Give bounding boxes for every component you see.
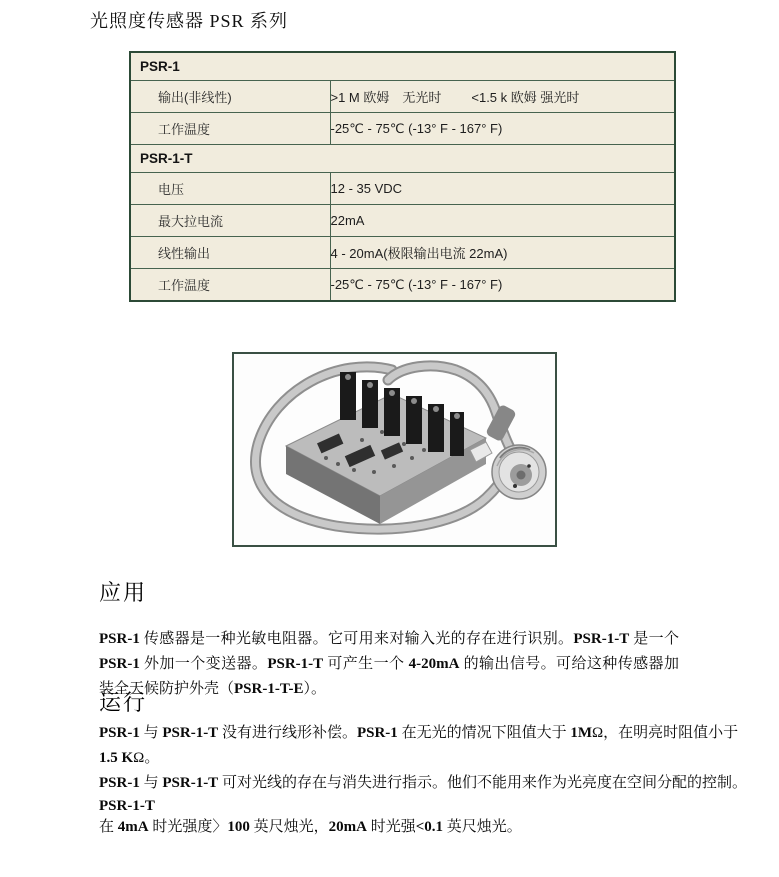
text-run: 外加一个变送器。 xyxy=(139,656,268,672)
text-run: 1.5 K xyxy=(99,750,134,766)
text-run: 英尺烛光， xyxy=(249,819,329,835)
page-title: 光照度传感器 PSR 系列 xyxy=(90,11,289,31)
table-row xyxy=(130,269,675,302)
spec-row-label: 最大拉电流 xyxy=(158,214,224,229)
text-run: PSR-1-T xyxy=(573,631,630,647)
table-row xyxy=(130,237,675,269)
product-photo-illustration xyxy=(234,354,555,545)
text-run: PSR-1-T xyxy=(162,775,219,791)
table-row xyxy=(130,52,675,81)
text-run: 100 xyxy=(227,819,250,835)
text-run: 与 xyxy=(139,725,163,741)
operation-text-block xyxy=(99,721,749,838)
text-run: 1M xyxy=(570,725,592,741)
table-row xyxy=(130,113,675,145)
text-run: 时光强度〉 xyxy=(148,819,228,835)
table-row xyxy=(130,81,675,113)
operation-paragraph xyxy=(99,817,749,838)
operation-paragraph xyxy=(99,721,749,771)
text-run: 可对光线的存在与消失进行指示。他们不能用来作为光亮度在空间分配的控制。 xyxy=(218,775,747,791)
text-run: 英尺烛光。 xyxy=(443,819,522,835)
text-run: PSR-1 xyxy=(99,656,140,672)
application-paragraph xyxy=(99,627,679,702)
spec-row-label: 电压 xyxy=(158,182,185,197)
text-run: PSR-1-T-E xyxy=(234,681,304,697)
spec-group-header: PSR-1 xyxy=(140,59,180,74)
text-run: 与 xyxy=(139,775,163,791)
table-row xyxy=(130,205,675,237)
text-run: Ω。 xyxy=(133,750,160,766)
spec-table xyxy=(129,51,676,302)
text-run: PSR-1 xyxy=(99,631,140,647)
spec-row-label: 线性输出 xyxy=(158,246,211,261)
product-photo xyxy=(232,352,557,547)
operation-paragraph xyxy=(99,796,749,817)
spec-row-value: >1 M 欧姆 无光时 xyxy=(330,90,442,105)
text-run: ）。 xyxy=(303,681,326,697)
text-run: Ω，在明亮时阻值小于 xyxy=(592,725,739,741)
text-run: 时光强 xyxy=(366,819,416,835)
spec-row-value: 12 - 35 VDC xyxy=(330,181,403,196)
spec-row-value: -25℃ - 75℃ (-13° F - 167° F) xyxy=(330,120,503,136)
spec-row-value: -25℃ - 75℃ (-13° F - 167° F) xyxy=(330,276,503,292)
text-run: 在 xyxy=(99,819,118,835)
text-run: 没有进行线形补偿。 xyxy=(218,725,357,741)
text-run: PSR-1-T xyxy=(162,725,219,741)
spec-row-value: 4 - 20mA(极限输出电流 22mA) xyxy=(330,246,508,261)
text-run: <0.1 xyxy=(415,819,444,835)
text-run: PSR-1 xyxy=(356,725,398,741)
section-heading-application: 应用 xyxy=(99,580,148,605)
spec-row-value: 22mA xyxy=(330,213,365,228)
text-run: 的输出信号。可给这种传感器加装全天候防护外壳（ xyxy=(99,656,679,697)
table-row xyxy=(130,173,675,205)
spec-row-label: 工作温度 xyxy=(158,278,211,293)
text-run: 是一个 xyxy=(629,631,679,647)
text-run: 可产生一个 xyxy=(323,656,409,672)
text-run: 传感器是一种光敏电阻器。它可用来对输入光的存在进行识别。 xyxy=(139,631,574,647)
table-row xyxy=(130,145,675,173)
text-run: 在无光的情况下阻值大于 xyxy=(397,725,571,741)
spec-row-value-2: <1.5 k 欧姆 强光时 xyxy=(471,90,580,105)
text-run: 20mA xyxy=(328,819,367,835)
text-run: PSR-1-T xyxy=(267,656,324,672)
operation-paragraph xyxy=(99,771,749,796)
spec-row-label: 工作温度 xyxy=(158,122,211,137)
text-run: PSR-1 xyxy=(99,725,140,741)
sensor-module-illustration xyxy=(286,372,492,524)
text-run: PSR-1-T xyxy=(99,798,155,814)
spec-row-label: 输出(非线性) xyxy=(158,90,232,105)
section-heading-operation: 运行 xyxy=(99,690,148,715)
spec-group-header: PSR-1-T xyxy=(140,151,193,166)
text-run: PSR-1 xyxy=(99,775,140,791)
text-run: 4mA xyxy=(117,819,149,835)
text-run: 4-20mA xyxy=(408,656,460,672)
